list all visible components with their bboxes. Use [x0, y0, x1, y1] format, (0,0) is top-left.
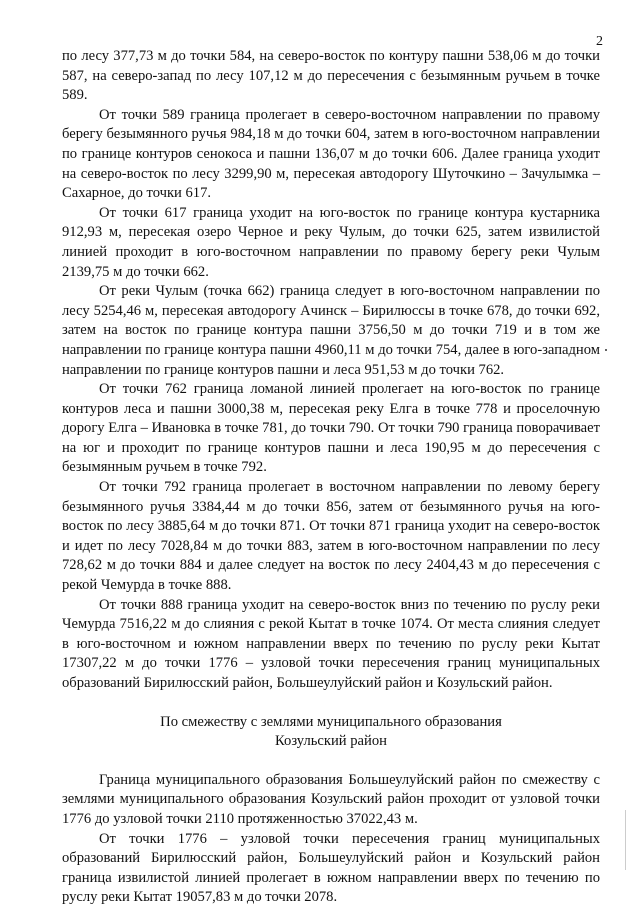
scan-edge-line: [625, 810, 626, 870]
section-heading: [62, 713, 600, 752]
paragraph-9: От точки 1776 – узловой точки пересечения границ муниципальных образований Бирилюсский район, Большеулуйский район и Козульский район граница извилистой линией пролегает в южном направлении вверх по течению по руслу реки Кытат 19057,83 м до точки 2078.: [62, 830, 600, 906]
paragraph-8: Граница муниципального образования Большеулуйский район по смежеству с землями муниципального образования Козульский район проходит от узловой точки 1776 до узловой точки 2110 протяженностью 37022,43 м.: [62, 771, 600, 827]
document-body: [62, 47, 600, 908]
section-heading-line-1: По смежеству с землями муниципального образования: [160, 713, 502, 730]
paragraph-3: От точки 617 граница уходит на юго-восток по границе контура кустарника 912,93 м, пересекая озеро Черное и реку Чулым, до точки 625, затем извилистой линией проходит в юго-восточном направлении по правому берегу реки Чулым 2139,75 м до точки 662.: [62, 204, 600, 280]
scan-mark: [605, 349, 607, 351]
paragraph-2: От точки 589 граница пролегает в северо-восточном направлении по правому берегу безымянного ручья 984,18 м до точки 604, затем в юго-восточном направлении по границе контуров сенокоса и пашни 136,07 м до точки 606. Далее граница уходит на северо-восток по лесу 3299,90 м, пересекая автодорогу Шуточкино – Зачулымка – Сахарное, до точки 617.: [62, 106, 600, 202]
page-number: 2: [596, 34, 603, 49]
paragraph-5: От точки 762 граница ломаной линией пролегает на юго-восток по границе контуров леса и пашни 3000,38 м, пересекая реку Елга в точке 778 и проселочную дорогу Елга – Ивановка в точке 781, до точки 790. От точки 790 граница поворачивает на юг и проходит по границе контуров пашни и леса 190,95 м до пересечения с безымянным ручьем в точке 792.: [62, 381, 600, 476]
paragraph-4: От реки Чулым (точка 662) граница следует в юго-восточном направлении по лесу 5254,46 м, пересекая автодорогу Ачинск – Бирилюссы в точке 678, до точки 692, затем на восток по границе контура пашни 3756,50 м до точки 719 и в том же направлении по границе контура пашни 4960,11 м до точки 754, далее в юго-западном направлении по границе контуров пашни и леса 951,53 м до точки 762.: [62, 283, 600, 378]
paragraph-6: От точки 792 граница пролегает в восточном направлении по левому берегу безымянного ручья 3384,44 м до точки 856, затем от безымянного ручья на юго-восток по лесу 3885,64 м до точки 871. От точки 871 граница уходит на северо-восток и идет по лесу 7028,84 м до точки 883, затем в юго-восточном направлении по лесу 728,62 м до точки 884 и далее следует на восток по лесу 2404,43 м до пересечения с рекой Чемурда в точке 888.: [62, 479, 600, 594]
paragraph-1: по лесу 377,73 м до точки 584, на северо-восток по контуру пашни 538,06 м до точки 587, на северо-запад по лесу 107,12 м до пересечения с безымянным ручьем в точке 589.: [62, 48, 600, 104]
section-heading-line-2: Козульский район: [275, 733, 387, 750]
paragraph-7: От точки 888 граница уходит на северо-восток вниз по течению по руслу реки Чемурда 7516,22 м до слияния с рекой Кытат в точке 1074. От места слияния следует в юго-восточном и южном направлении вверх по течению по руслу реки Кытат 17307,22 м до точки 1776 – узловой точки пересечения границ муниципальных образований Бирилюсский район, Большеулуйский район и Козульский район.: [62, 596, 600, 691]
